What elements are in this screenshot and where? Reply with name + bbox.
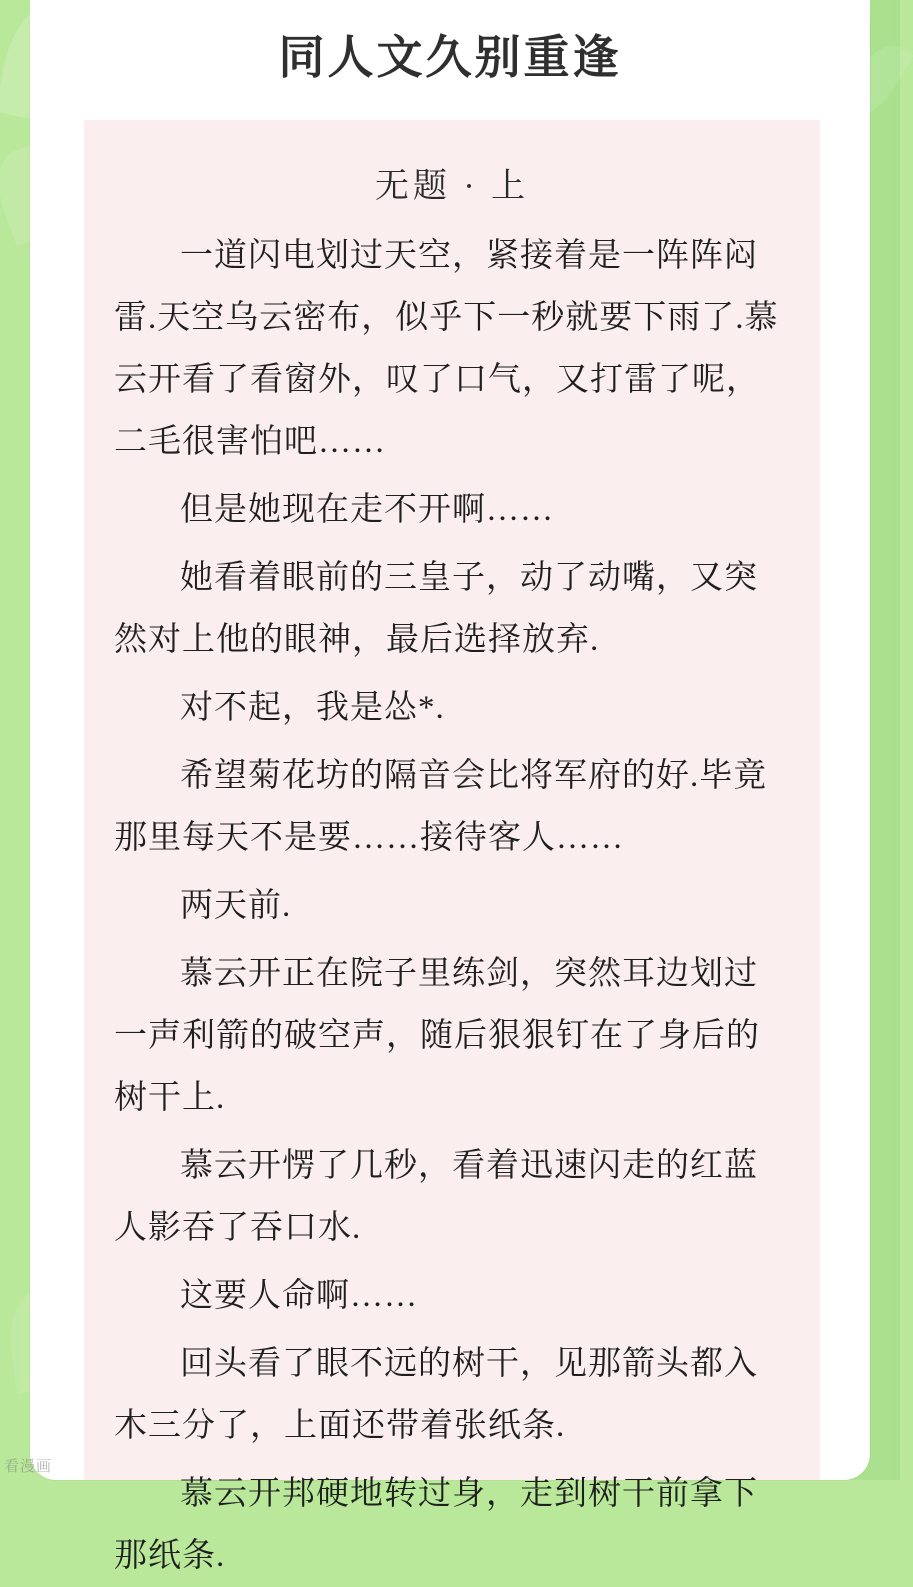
paragraph: 但是她现在走不开啊…… <box>180 492 554 528</box>
chapter-subtitle: 无题 · 上 <box>374 168 530 205</box>
paragraph: 一道闪电划过天空，紧接着是一阵阵闷雷.天空乌云密布，似乎下一秒就要下雨了.慕云开看了看窗外，叹了口气，又打雷了呢，二毛很害怕吧…… <box>114 238 779 460</box>
paragraph: 慕云开正在院子里练剑，突然耳边划过一声利箭的破空声，随后狠狠钉在了身后的树干上. <box>114 956 760 1116</box>
watermark-label: 看漫画 <box>4 1458 53 1475</box>
story-paper <box>84 120 820 1574</box>
paragraph: 这要人命啊…… <box>180 1278 418 1314</box>
page-title: 同人文久别重逢 <box>278 31 622 83</box>
paragraph: 她看着眼前的三皇子，动了动嘴，又突然对上他的眼神，最后选择放弃. <box>114 560 758 658</box>
content-card <box>30 0 870 1574</box>
paragraph: 希望菊花坊的隔音会比将军府的好.毕竟那里每天不是要……接待客人…… <box>114 758 768 856</box>
title-bar <box>30 0 870 108</box>
paragraph: 回头看了眼不远的树干，见那箭头都入木三分了，上面还带着张纸条. <box>114 1346 758 1444</box>
paragraph: 慕云开邦硬地转过身，走到树干前拿下那纸条. <box>114 1476 758 1574</box>
story-body <box>114 225 790 1587</box>
paragraph: 两天前. <box>180 888 292 924</box>
paragraph: 对不起，我是怂*. <box>180 690 445 726</box>
paragraph: 慕云开愣了几秒，看着迅速闪走的红蓝人影吞了吞口水. <box>114 1148 758 1246</box>
